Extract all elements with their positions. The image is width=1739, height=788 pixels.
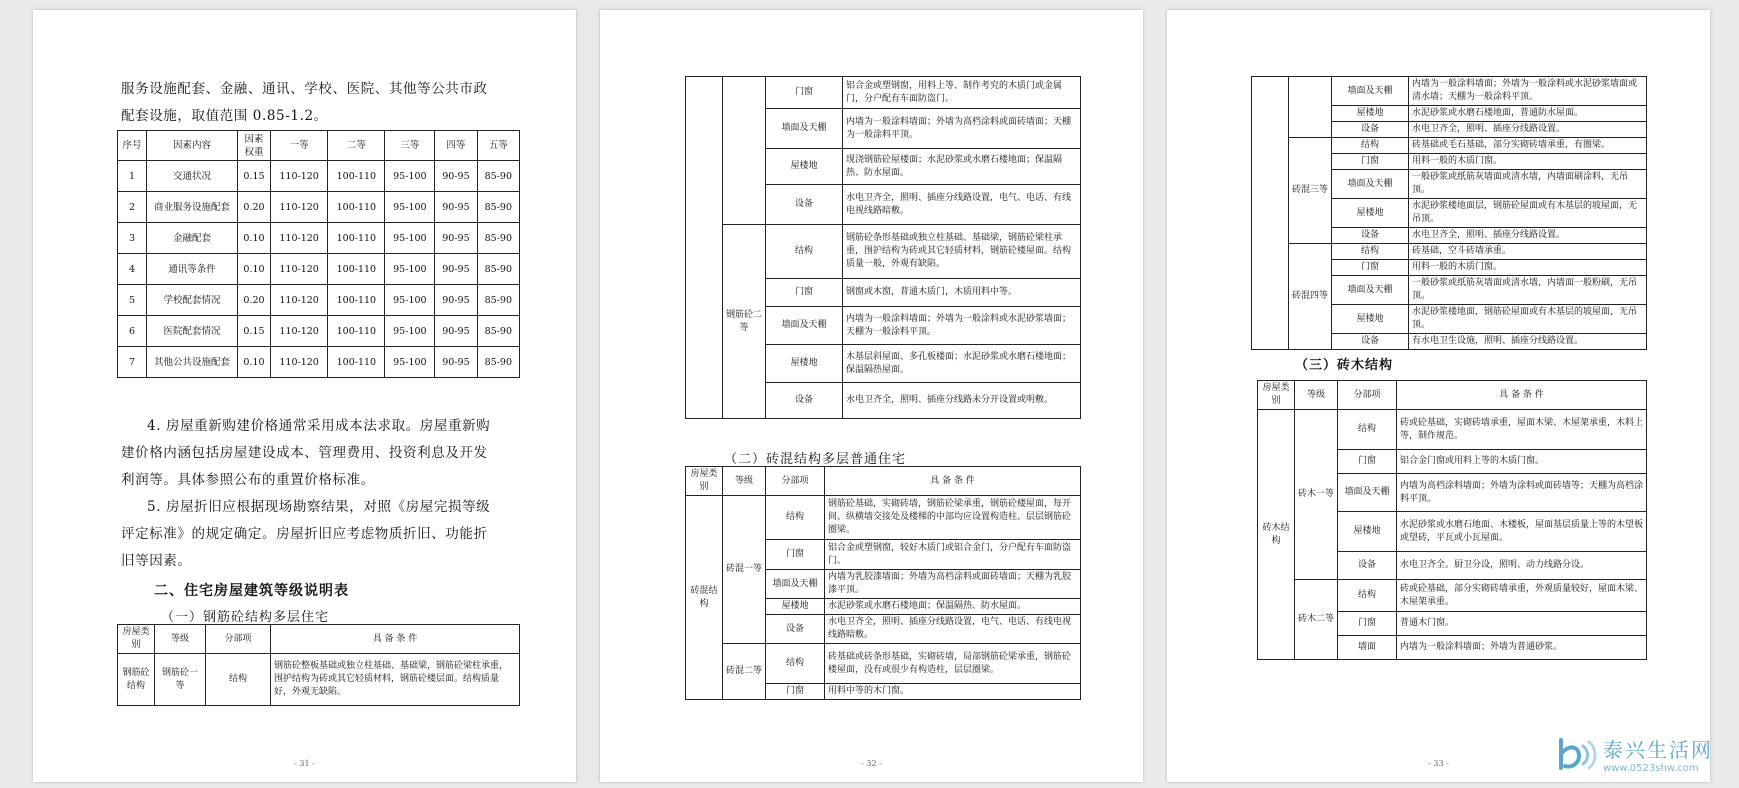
watermark-title: 泰兴生活网 xyxy=(1603,738,1713,762)
text-line: 配套设施，取值范围 0.85-1.2。 xyxy=(121,108,328,124)
condition-cell: 砖或砼基础，实砌砖墙承重，屋面木梁、木屋架承重，木料上等，制作规范。 xyxy=(1397,410,1647,450)
condition-cell: 内墙为一般涂料墙面；外墙为一般涂料或水泥砂浆墙面或清水墙；天棚为一般涂料平顶。 xyxy=(1409,77,1647,106)
value-cell: 0.20 xyxy=(238,192,271,223)
condition-cell: 铝合金或塑钢窗，较好木质门或铝合金门，分户配有车面防盗门。 xyxy=(825,540,1081,570)
item-cell: 设备 xyxy=(1338,552,1397,580)
item-cell: 设备 xyxy=(766,615,825,644)
condition-cell: 用料一般的木质门窗。 xyxy=(1409,260,1647,276)
col-header: 分部项 xyxy=(1338,381,1397,410)
condition-cell: 水电卫齐全，照明、插座分线路未分开设置或明敷。 xyxy=(843,383,1081,419)
col-header: 等级 xyxy=(1295,381,1338,410)
item-cell: 结构 xyxy=(1338,580,1397,612)
item-cell: 门窗 xyxy=(1332,260,1409,276)
paragraph-5 xyxy=(121,494,541,575)
factor-name-cell: 医院配套情况 xyxy=(147,316,238,347)
col-header: 五等 xyxy=(477,131,519,161)
subsection-heading: （一）钢筋砼结构多层住宅 xyxy=(161,610,330,625)
table-row xyxy=(686,77,1081,109)
value-cell: 110-120 xyxy=(271,347,328,378)
condition-cell: 内墙为乳胶漆墙面；外墙为高档涂料或面砖墙面；天棚为乳胶漆平顶。 xyxy=(825,570,1081,599)
value-cell: 0.15 xyxy=(238,316,271,347)
condition-cell: 砖基础或毛石基础，部分实砌砖墙承重，有圈梁。 xyxy=(1409,138,1647,154)
item-cell: 墙面及天棚 xyxy=(766,570,825,599)
value-cell: 85-90 xyxy=(477,316,519,347)
item-cell: 结构 xyxy=(1332,244,1409,260)
table-row xyxy=(686,644,1081,684)
condition-cell: 水电卫齐全，照明、插座分线路设置。 xyxy=(1409,228,1647,244)
item-cell: 结构 xyxy=(206,654,271,706)
grade-cell: 砖混三等 xyxy=(1289,138,1332,244)
condition-cell: 水泥砂浆或水磨石楼地面；保温隔热、防水屋面。 xyxy=(825,599,1081,615)
table-body xyxy=(686,467,1081,700)
col-header: 房屋类别 xyxy=(1258,381,1295,410)
category-cell xyxy=(1252,77,1289,350)
item-cell: 墙面及天棚 xyxy=(1332,77,1409,106)
col-header: 二等 xyxy=(328,131,385,161)
document-page-32 xyxy=(600,10,1143,782)
value-cell: 110-120 xyxy=(271,285,328,316)
item-cell: 门窗 xyxy=(766,540,825,570)
intro-paragraph xyxy=(121,76,541,130)
condition-cell: 水泥砂浆或水磨石楼地面，普通防水屋面。 xyxy=(1409,106,1647,122)
text-line: 5. 房屋折旧应根据现场勘察结果，对照《房屋完损等级 xyxy=(147,499,491,515)
item-cell: 设备 xyxy=(766,383,843,419)
item-cell: 设备 xyxy=(1332,228,1409,244)
table-row xyxy=(118,223,520,254)
value-cell: 95-100 xyxy=(385,347,435,378)
grade-table-rc xyxy=(117,624,520,706)
grade-cell: 砖混一等 xyxy=(723,496,766,644)
col-header: 一等 xyxy=(271,131,328,161)
item-cell: 墙面及天棚 xyxy=(766,307,843,345)
item-cell: 墙面 xyxy=(1338,636,1397,660)
document-page-33 xyxy=(1167,10,1710,782)
grade-cell: 钢筋砼一等 xyxy=(155,654,206,706)
condition-cell: 水泥砂浆楼地面层，钢筋砼屋面或有木基层的坡屋面，无吊顶。 xyxy=(1409,199,1647,228)
value-cell: 110-120 xyxy=(271,316,328,347)
grade-cell: 砖木一等 xyxy=(1295,410,1338,580)
table-row xyxy=(686,225,1081,279)
condition-cell: 钢筋砼整板基础或独立柱基础、基础梁，钢筋砼梁柱承重，围护结构为砖或其它轻质材料，钢筋砼楼层面。结构质量好，外观无缺陷。 xyxy=(271,654,520,706)
condition-cell: 一般砂浆或纸筋灰墙面或清水墙，内墙面一般粉刷，无吊顶。 xyxy=(1409,276,1647,305)
condition-cell: 普通木门窗。 xyxy=(1397,612,1647,636)
value-cell: 0.15 xyxy=(238,161,271,192)
value-cell: 100-110 xyxy=(328,254,385,285)
table-row xyxy=(118,192,520,223)
table-row xyxy=(118,285,520,316)
factor-name-cell: 学校配套情况 xyxy=(147,285,238,316)
value-cell: 85-90 xyxy=(477,285,519,316)
value-cell: 0.10 xyxy=(238,254,271,285)
grade-table-rc-continued xyxy=(685,76,1081,419)
condition-cell: 内墙为一般涂料墙面；外墙为普通砂浆。 xyxy=(1397,636,1647,660)
value-cell: 95-100 xyxy=(385,285,435,316)
condition-cell: 一般砂浆或纸筋灰墙面或清水墙，内墙面刷涂料，无吊顶。 xyxy=(1409,170,1647,199)
page-number: - 33 - xyxy=(1428,759,1449,768)
text-line: 建价格内涵包括房屋建设成本、管理费用、投资利息及开发 xyxy=(121,445,488,461)
item-cell: 结构 xyxy=(766,496,825,540)
value-cell: 85-90 xyxy=(477,347,519,378)
item-cell: 墙面及天棚 xyxy=(1332,170,1409,199)
table-row xyxy=(1252,77,1647,106)
grade-cell xyxy=(723,77,766,225)
value-cell: 100-110 xyxy=(328,223,385,254)
table-row xyxy=(686,496,1081,540)
grade-table-brick-concrete xyxy=(685,466,1081,700)
value-cell: 110-120 xyxy=(271,161,328,192)
condition-cell: 水电卫齐全，照明、插座分线路设置，电气、电话、有线电视线路暗敷。 xyxy=(825,615,1081,644)
item-cell: 屋楼地 xyxy=(1332,199,1409,228)
item-cell: 门窗 xyxy=(1338,450,1397,474)
item-cell: 屋楼地 xyxy=(1332,305,1409,334)
condition-cell: 水电卫齐全，照明、插座分线路设置，电气、电话、有线电视线路暗敷。 xyxy=(843,185,1081,225)
value-cell: 85-90 xyxy=(477,223,519,254)
col-header: 房屋类别 xyxy=(118,625,155,654)
value-cell: 85-90 xyxy=(477,161,519,192)
item-cell: 结构 xyxy=(1338,410,1397,450)
item-cell: 屋楼地 xyxy=(1332,106,1409,122)
item-cell: 门窗 xyxy=(766,279,843,307)
value-cell: 6 xyxy=(118,316,147,347)
table-body xyxy=(1258,381,1647,660)
factor-weight-table xyxy=(117,130,520,378)
col-header: 三等 xyxy=(385,131,435,161)
item-cell: 结构 xyxy=(766,644,825,684)
condition-cell: 铝合金或塑钢窗，用料上等、制作考究的木质门或金属门，分户配有车面防盗门。 xyxy=(843,77,1081,109)
col-header: 具 备 条 件 xyxy=(1397,381,1647,410)
condition-cell: 钢筋砼条形基础或独立柱基础、基础梁，钢筋砼梁柱承重，围护结构为砖或其它轻质材料，钢筋砼楼屋面。结构质量一般，外观有缺陷。 xyxy=(843,225,1081,279)
value-cell: 95-100 xyxy=(385,161,435,192)
item-cell: 结构 xyxy=(1332,138,1409,154)
table-row xyxy=(1258,410,1647,450)
table-body xyxy=(1252,77,1647,350)
grade-cell: 砖木二等 xyxy=(1295,580,1338,660)
col-header: 分部项 xyxy=(206,625,271,654)
condition-cell: 钢窗或木窗，普通木质门，木质用料中等。 xyxy=(843,279,1081,307)
category-cell: 钢筋砼结构 xyxy=(118,654,155,706)
value-cell: 95-100 xyxy=(385,254,435,285)
col-header: 具 备 条 件 xyxy=(271,625,520,654)
paragraph-4 xyxy=(121,413,541,494)
col-header: 四等 xyxy=(435,131,477,161)
col-header: 因素内容 xyxy=(147,131,238,161)
item-cell: 门窗 xyxy=(1332,154,1409,170)
factor-weight-table-body xyxy=(118,161,520,378)
value-cell: 100-110 xyxy=(328,316,385,347)
condition-cell: 水电卫齐全，照明、插座分线路设置。 xyxy=(1409,122,1647,138)
value-cell: 85-90 xyxy=(477,254,519,285)
category-cell: 砖混结构 xyxy=(686,496,723,700)
item-cell: 门窗 xyxy=(766,77,843,109)
grade-cell xyxy=(1289,77,1332,138)
value-cell: 90-95 xyxy=(435,192,477,223)
value-cell: 90-95 xyxy=(435,347,477,378)
table-row xyxy=(1252,244,1647,260)
condition-cell: 内墙为高档涂料墙面；外墙为涂料或面砖墙等；天棚为高档涂料平顶。 xyxy=(1397,474,1647,512)
col-header: 等级 xyxy=(723,467,766,496)
condition-cell: 内墙为一般涂料墙面；外墙为一般涂料或水泥砂浆墙面；天棚为一般涂料平顶。 xyxy=(843,307,1081,345)
value-cell: 90-95 xyxy=(435,254,477,285)
category-cell xyxy=(686,77,723,419)
table-header-row xyxy=(1258,381,1647,410)
text-line: 利润等。具体参照公布的重置价格标准。 xyxy=(121,472,375,488)
value-cell: 2 xyxy=(118,192,147,223)
condition-cell: 砖基础，空斗砖墙承重。 xyxy=(1409,244,1647,260)
item-cell: 墙面及天棚 xyxy=(766,109,843,149)
table-row xyxy=(118,254,520,285)
factor-name-cell: 通讯等条件 xyxy=(147,254,238,285)
item-cell: 墙面及天棚 xyxy=(1338,474,1397,512)
item-cell: 门窗 xyxy=(1338,612,1397,636)
factor-name-cell: 商业服务设施配套 xyxy=(147,192,238,223)
value-cell: 100-110 xyxy=(328,285,385,316)
value-cell: 85-90 xyxy=(477,192,519,223)
item-cell: 结构 xyxy=(766,225,843,279)
value-cell: 5 xyxy=(118,285,147,316)
value-cell: 110-120 xyxy=(271,254,328,285)
factor-name-cell: 交通状况 xyxy=(147,161,238,192)
value-cell: 95-100 xyxy=(385,223,435,254)
category-cell: 砖木结构 xyxy=(1258,410,1295,660)
table-row xyxy=(1258,580,1647,612)
text-line: 评定标准》的规定确定。房屋折旧应考虑物质折旧、功能折 xyxy=(121,526,488,542)
value-cell: 100-110 xyxy=(328,161,385,192)
col-header: 具 备 条 件 xyxy=(825,467,1081,496)
condition-cell: 水泥砂浆楼地面，钢筋砼屋面或有木基层的坡屋面，无吊顶。 xyxy=(1409,305,1647,334)
condition-cell: 铝合金门窗或用料上等的木质门窗。 xyxy=(1397,450,1647,474)
value-cell: 0.10 xyxy=(238,223,271,254)
factor-name-cell: 其他公共设施配套 xyxy=(147,347,238,378)
col-header: 因素权重 xyxy=(238,131,271,161)
condition-cell: 内墙为一般涂料墙面；外墙为高档涂料或面砖墙面；天棚为一般涂料平顶。 xyxy=(843,109,1081,149)
value-cell: 4 xyxy=(118,254,147,285)
condition-cell: 有水电卫生设施，照明、插座分线路设置。 xyxy=(1409,334,1647,350)
condition-cell: 现浇钢筋砼屋楼面；水泥砂浆或水磨石楼地面；保温隔热、防水屋面。 xyxy=(843,149,1081,185)
table-row xyxy=(118,161,520,192)
condition-cell: 用料一般的木质门窗。 xyxy=(1409,154,1647,170)
value-cell: 110-120 xyxy=(271,192,328,223)
table-body xyxy=(686,77,1081,419)
table-row xyxy=(118,316,520,347)
grade-cell: 砖混二等 xyxy=(723,644,766,700)
value-cell: 7 xyxy=(118,347,147,378)
subsection-heading: （三）砖木结构 xyxy=(1295,358,1394,373)
item-cell: 门窗 xyxy=(766,684,825,700)
factor-name-cell: 金融配套 xyxy=(147,223,238,254)
subsection-heading: （二）砖混结构多层普通住宅 xyxy=(724,452,907,467)
value-cell: 90-95 xyxy=(435,285,477,316)
col-header: 分部项 xyxy=(766,467,825,496)
table-header-row xyxy=(686,467,1081,496)
value-cell: 90-95 xyxy=(435,223,477,254)
condition-cell: 水泥砂浆或水磨石地面、木楼板，屋面基层质量上等的木望板或望砖，平瓦或小瓦屋面。 xyxy=(1397,512,1647,552)
text-line: 4. 房屋重新购建价格通常采用成本法求取。房屋重新购 xyxy=(147,418,491,434)
condition-cell: 砖基础或砖条形基础，实砌砖墙，局部钢筋砼梁承重，钢筋砼楼屋面，没有或很少有构造柱，层层圈梁。 xyxy=(825,644,1081,684)
grade-cell: 钢筋砼二等 xyxy=(723,225,766,419)
value-cell: 1 xyxy=(118,161,147,192)
value-cell: 110-120 xyxy=(271,223,328,254)
col-header: 房屋类别 xyxy=(686,467,723,496)
condition-cell: 木基层斜屋面、多孔板楼面；水泥砂浆或水磨石楼地面；保温隔热屋面。 xyxy=(843,345,1081,383)
page-number: - 32 - xyxy=(861,759,882,768)
condition-cell: 钢筋砼基础，实砌砖墙，钢筋砼梁承重，钢筋砼楼屋面，每开间、纵横墙交接处及楼梯的中部均应设置构造柱、层层钢筋砼圈梁。 xyxy=(825,496,1081,540)
item-cell: 屋楼地 xyxy=(766,149,843,185)
item-cell: 屋楼地 xyxy=(766,345,843,383)
condition-cell: 砖或砼基础，部分实砌砖墙承重，外观质量较好，屋面木梁、木屋架承重。 xyxy=(1397,580,1647,612)
section-heading: 二、住宅房屋建筑等级说明表 xyxy=(154,583,349,599)
grade-table-brick-wood xyxy=(1257,380,1647,660)
watermark-logo-icon xyxy=(1555,734,1599,774)
table-row xyxy=(1252,138,1647,154)
value-cell: 0.20 xyxy=(238,285,271,316)
grade-table-brick-concrete-continued xyxy=(1251,76,1647,350)
value-cell: 0.10 xyxy=(238,347,271,378)
item-cell: 墙面及天棚 xyxy=(1332,276,1409,305)
value-cell: 90-95 xyxy=(435,161,477,192)
item-cell: 设备 xyxy=(766,185,843,225)
table-row xyxy=(118,347,520,378)
item-cell: 设备 xyxy=(1332,122,1409,138)
table-header-row xyxy=(118,625,520,654)
value-cell: 90-95 xyxy=(435,316,477,347)
col-header: 序号 xyxy=(118,131,147,161)
col-header: 等级 xyxy=(155,625,206,654)
item-cell: 屋楼地 xyxy=(1338,512,1397,552)
value-cell: 95-100 xyxy=(385,192,435,223)
value-cell: 95-100 xyxy=(385,316,435,347)
table-header-row xyxy=(118,131,520,161)
document-page-31 xyxy=(33,10,576,782)
text-line: 旧等因素。 xyxy=(121,553,192,569)
page-number: - 31 - xyxy=(294,759,315,768)
condition-cell: 水电卫齐全。厨卫分设，照明、动力线路分设。 xyxy=(1397,552,1647,580)
value-cell: 100-110 xyxy=(328,347,385,378)
table-row xyxy=(118,654,520,706)
watermark-url: www.0523shw.com xyxy=(1603,763,1699,774)
item-cell: 屋楼地 xyxy=(766,599,825,615)
grade-cell: 砖混四等 xyxy=(1289,244,1332,350)
condition-cell: 用料中等的木门窗。 xyxy=(825,684,1081,700)
value-cell: 3 xyxy=(118,223,147,254)
item-cell: 设备 xyxy=(1332,334,1409,350)
text-line: 服务设施配套、金融、通讯、学校、医院、其他等公共市政 xyxy=(121,81,488,97)
value-cell: 100-110 xyxy=(328,192,385,223)
site-watermark xyxy=(1555,734,1713,774)
